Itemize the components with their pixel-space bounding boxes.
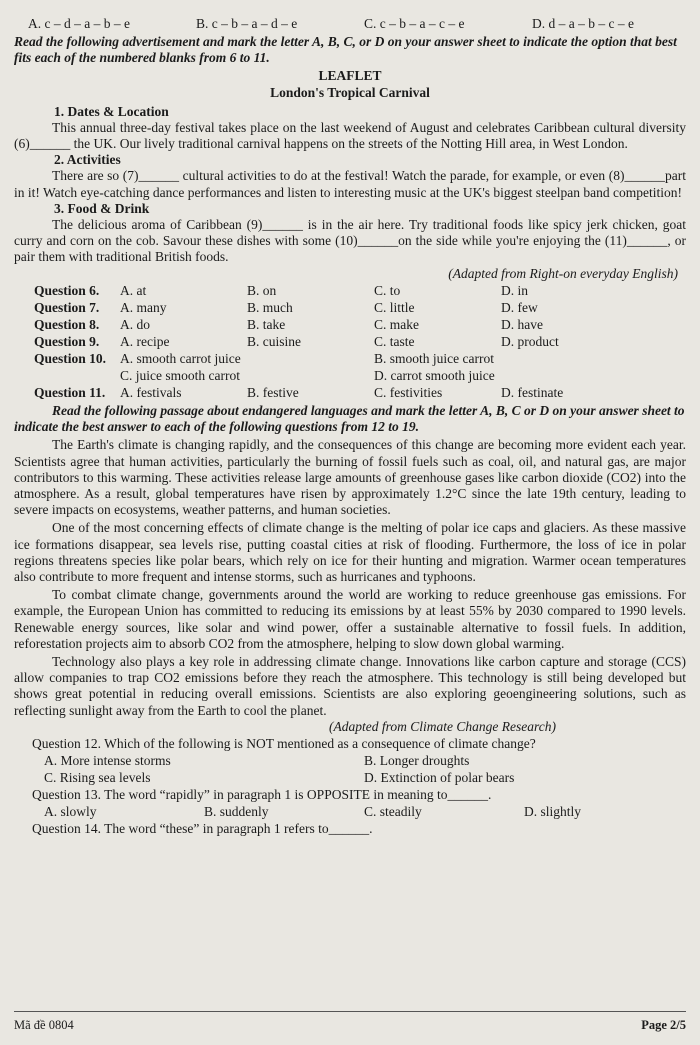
option-b: B. cuisine [247, 334, 301, 350]
question-row [14, 367, 686, 384]
option-c: C. steadily [364, 803, 422, 819]
passage-paragraph-4: Technology also plays a key role in addressing climate change. Innovations like carbon capture and storage (CCS) allow companies to trap CO2 emissions before they reach the atmosphere. This technology is still being developed but shows great potential in reducing overall emissions. Scientists are also exploring geoengineering solutions, such as reflecting sunlight away from the Earth to cool the planet. [14, 654, 686, 718]
question-11 [14, 384, 686, 401]
option-a: A. More intense storms [44, 752, 171, 768]
option-d: D. in [501, 283, 528, 299]
option-a: A. smooth carrot juice [120, 351, 241, 367]
section-activities [14, 152, 686, 200]
page-number: Page 2/5 [641, 1018, 686, 1032]
source-credit: (Adapted from Right-on everyday English) [448, 266, 678, 282]
option-a: A. many [120, 300, 167, 316]
question-10 [14, 350, 686, 384]
option-c: C. to [374, 283, 401, 299]
option-c: C. make [374, 317, 419, 333]
answer-row [14, 769, 686, 786]
section-heading: 3. Food & Drink [54, 200, 150, 216]
option-b: B. on [247, 283, 277, 299]
question-row [14, 333, 686, 350]
option-d: D. Extinction of polar bears [364, 769, 515, 785]
questions-6-9 [14, 282, 686, 350]
question-13 [14, 786, 686, 820]
option-a: A. recipe [120, 334, 170, 350]
option-a: A. slowly [44, 803, 97, 819]
label-spacer [34, 367, 120, 384]
question-label: Question 10. [34, 351, 107, 367]
section-text: The delicious aroma of Caribbean (9)______ is in the air here. Try traditional foods like spicy jerk chicken, goat curry and corn on the cob. Savour these dishes with some (10)______on the side while you're enjoying the (11)______, or pair them with traditional British foods. [14, 216, 686, 265]
question-label: Question 11. [34, 385, 106, 401]
top-option-b: B. c – b – a – d – e [196, 16, 298, 31]
option-c: C. taste [374, 334, 415, 350]
exam-page [0, 16, 700, 1045]
option-b: B. suddenly [204, 803, 269, 819]
option-d: D. few [501, 300, 538, 316]
option-a: A. at [120, 283, 147, 299]
option-d: D. festinate [501, 385, 564, 401]
top-option-d: D. d – a – b – c – e [532, 16, 634, 31]
option-c: C. juice smooth carrot [120, 368, 240, 384]
page-footer [14, 1011, 686, 1033]
section-heading: 2. Activities [54, 152, 121, 168]
top-options-row [14, 16, 686, 32]
option-d: D. slightly [524, 803, 582, 819]
instruction-advertisement: Read the following advertisement and mark the letter A, B, C, or D on your answer sheet to indicate the option that best fits each of the numbered blanks from 6 to 11. [14, 34, 677, 65]
section-heading: 1. Dates & Location [54, 104, 169, 119]
question-row [14, 316, 686, 333]
option-b: B. festive [247, 385, 299, 401]
option-c: C. little [374, 300, 415, 316]
passage-paragraph-1: The Earth's climate is changing rapidly, and the consequences of this change are becoming more evident each year. Scientists agree that human activities, particularly the burning of fossil fuels such as coal, oil, and natural gas, are major contributors to this warming. These activities release large amounts of greenhouse gases like carbon dioxide (CO2) into the atmosphere. As a result, global temperatures have risen by approximately 1.2°C since the late 19th century, leading to severe impacts on ecosystems, weather patterns, and human societies. [14, 437, 686, 518]
question-text: Question 13. The word “rapidly” in paragraph 1 is OPPOSITE in meaning to______. [32, 786, 492, 802]
option-b: B. much [247, 300, 293, 316]
source-credit-2: (Adapted from Climate Change Research) [329, 718, 556, 734]
question-label: Question 7. [34, 300, 100, 316]
passage-paragraph-3: To combat climate change, governments around the world are working to reduce greenhouse gas emissions. For example, the European Union has committed to reducing its emissions by at least 55% by 2030 compared to 1990 levels. Renewable energy sources, like solar and wind power, offer a sustainable alternative to fossil fuels. In addition, reforestation projects aim to absorb CO2 from the atmosphere, helping to slow down global warming. [14, 587, 686, 651]
section-dates-location [14, 104, 686, 152]
question-12 [14, 735, 686, 786]
passage-paragraph-2: One of the most concerning effects of climate change is the melting of polar ice caps and glaciers. As these massive ice formations disappear, sea levels rise, putting coastal cities at risk of flooding. Furthermore, the loss of ice in polar regions threatens species like polar bears, which rely on ice for their hunting and migration. Warmer ocean temperatures also contribute to more frequent and intense storms, such as hurricanes and typhoons. [14, 520, 686, 585]
option-c: C. Rising sea levels [44, 769, 151, 785]
answer-row [14, 752, 686, 769]
section-text: This annual three-day festival takes place on the last weekend of August and celebrates Caribbean cultural diversity (6)______ the UK. Our lively traditional carnival happens on the streets of the Notting Hill area, in West London. [14, 120, 686, 152]
option-b: B. Longer droughts [364, 752, 470, 768]
question-row [14, 299, 686, 316]
exam-code: Mã đề 0804 [14, 1018, 74, 1032]
option-b: B. smooth juice carrot [374, 351, 494, 367]
instruction-passage: Read the following passage about endangered languages and mark the letter A, B, C or D on your answer sheet to indicate the best answer to each of the following questions from 12 to 19. [14, 403, 685, 435]
leaflet-title: London's Tropical Carnival [270, 85, 430, 100]
passage [14, 437, 686, 718]
question-row [14, 282, 686, 299]
question-text: Question 12. Which of the following is NOT mentioned as a consequence of climate change? [32, 735, 536, 751]
option-d: D. product [501, 334, 559, 350]
question-row [14, 350, 686, 367]
option-c: C. festivities [374, 385, 443, 401]
top-option-a: A. c – d – a – b – e [28, 16, 130, 31]
section-food-drink [14, 201, 686, 266]
option-d: D. have [501, 317, 543, 333]
question-14-text: Question 14. The word “these” in paragraph 1 refers to______. [32, 820, 373, 836]
question-label: Question 8. [34, 317, 100, 333]
top-option-c: C. c – b – a – c – e [364, 16, 465, 31]
question-label: Question 9. [34, 334, 100, 350]
question-label: Question 6. [34, 283, 100, 299]
option-b: B. take [247, 317, 286, 333]
option-a: A. festivals [120, 385, 182, 401]
option-d: D. carrot smooth juice [374, 368, 495, 384]
section-text: There are so (7)______ cultural activities to do at the festival! Watch the parade, for example, or even (8)______part in it! Watch eye-catching dance performances and listen to interesting music at the UK's biggest steelpan band competition! [14, 168, 686, 200]
option-a: A. do [120, 317, 150, 333]
leaflet-label: LEAFLET [318, 68, 382, 83]
answer-row [14, 803, 686, 820]
